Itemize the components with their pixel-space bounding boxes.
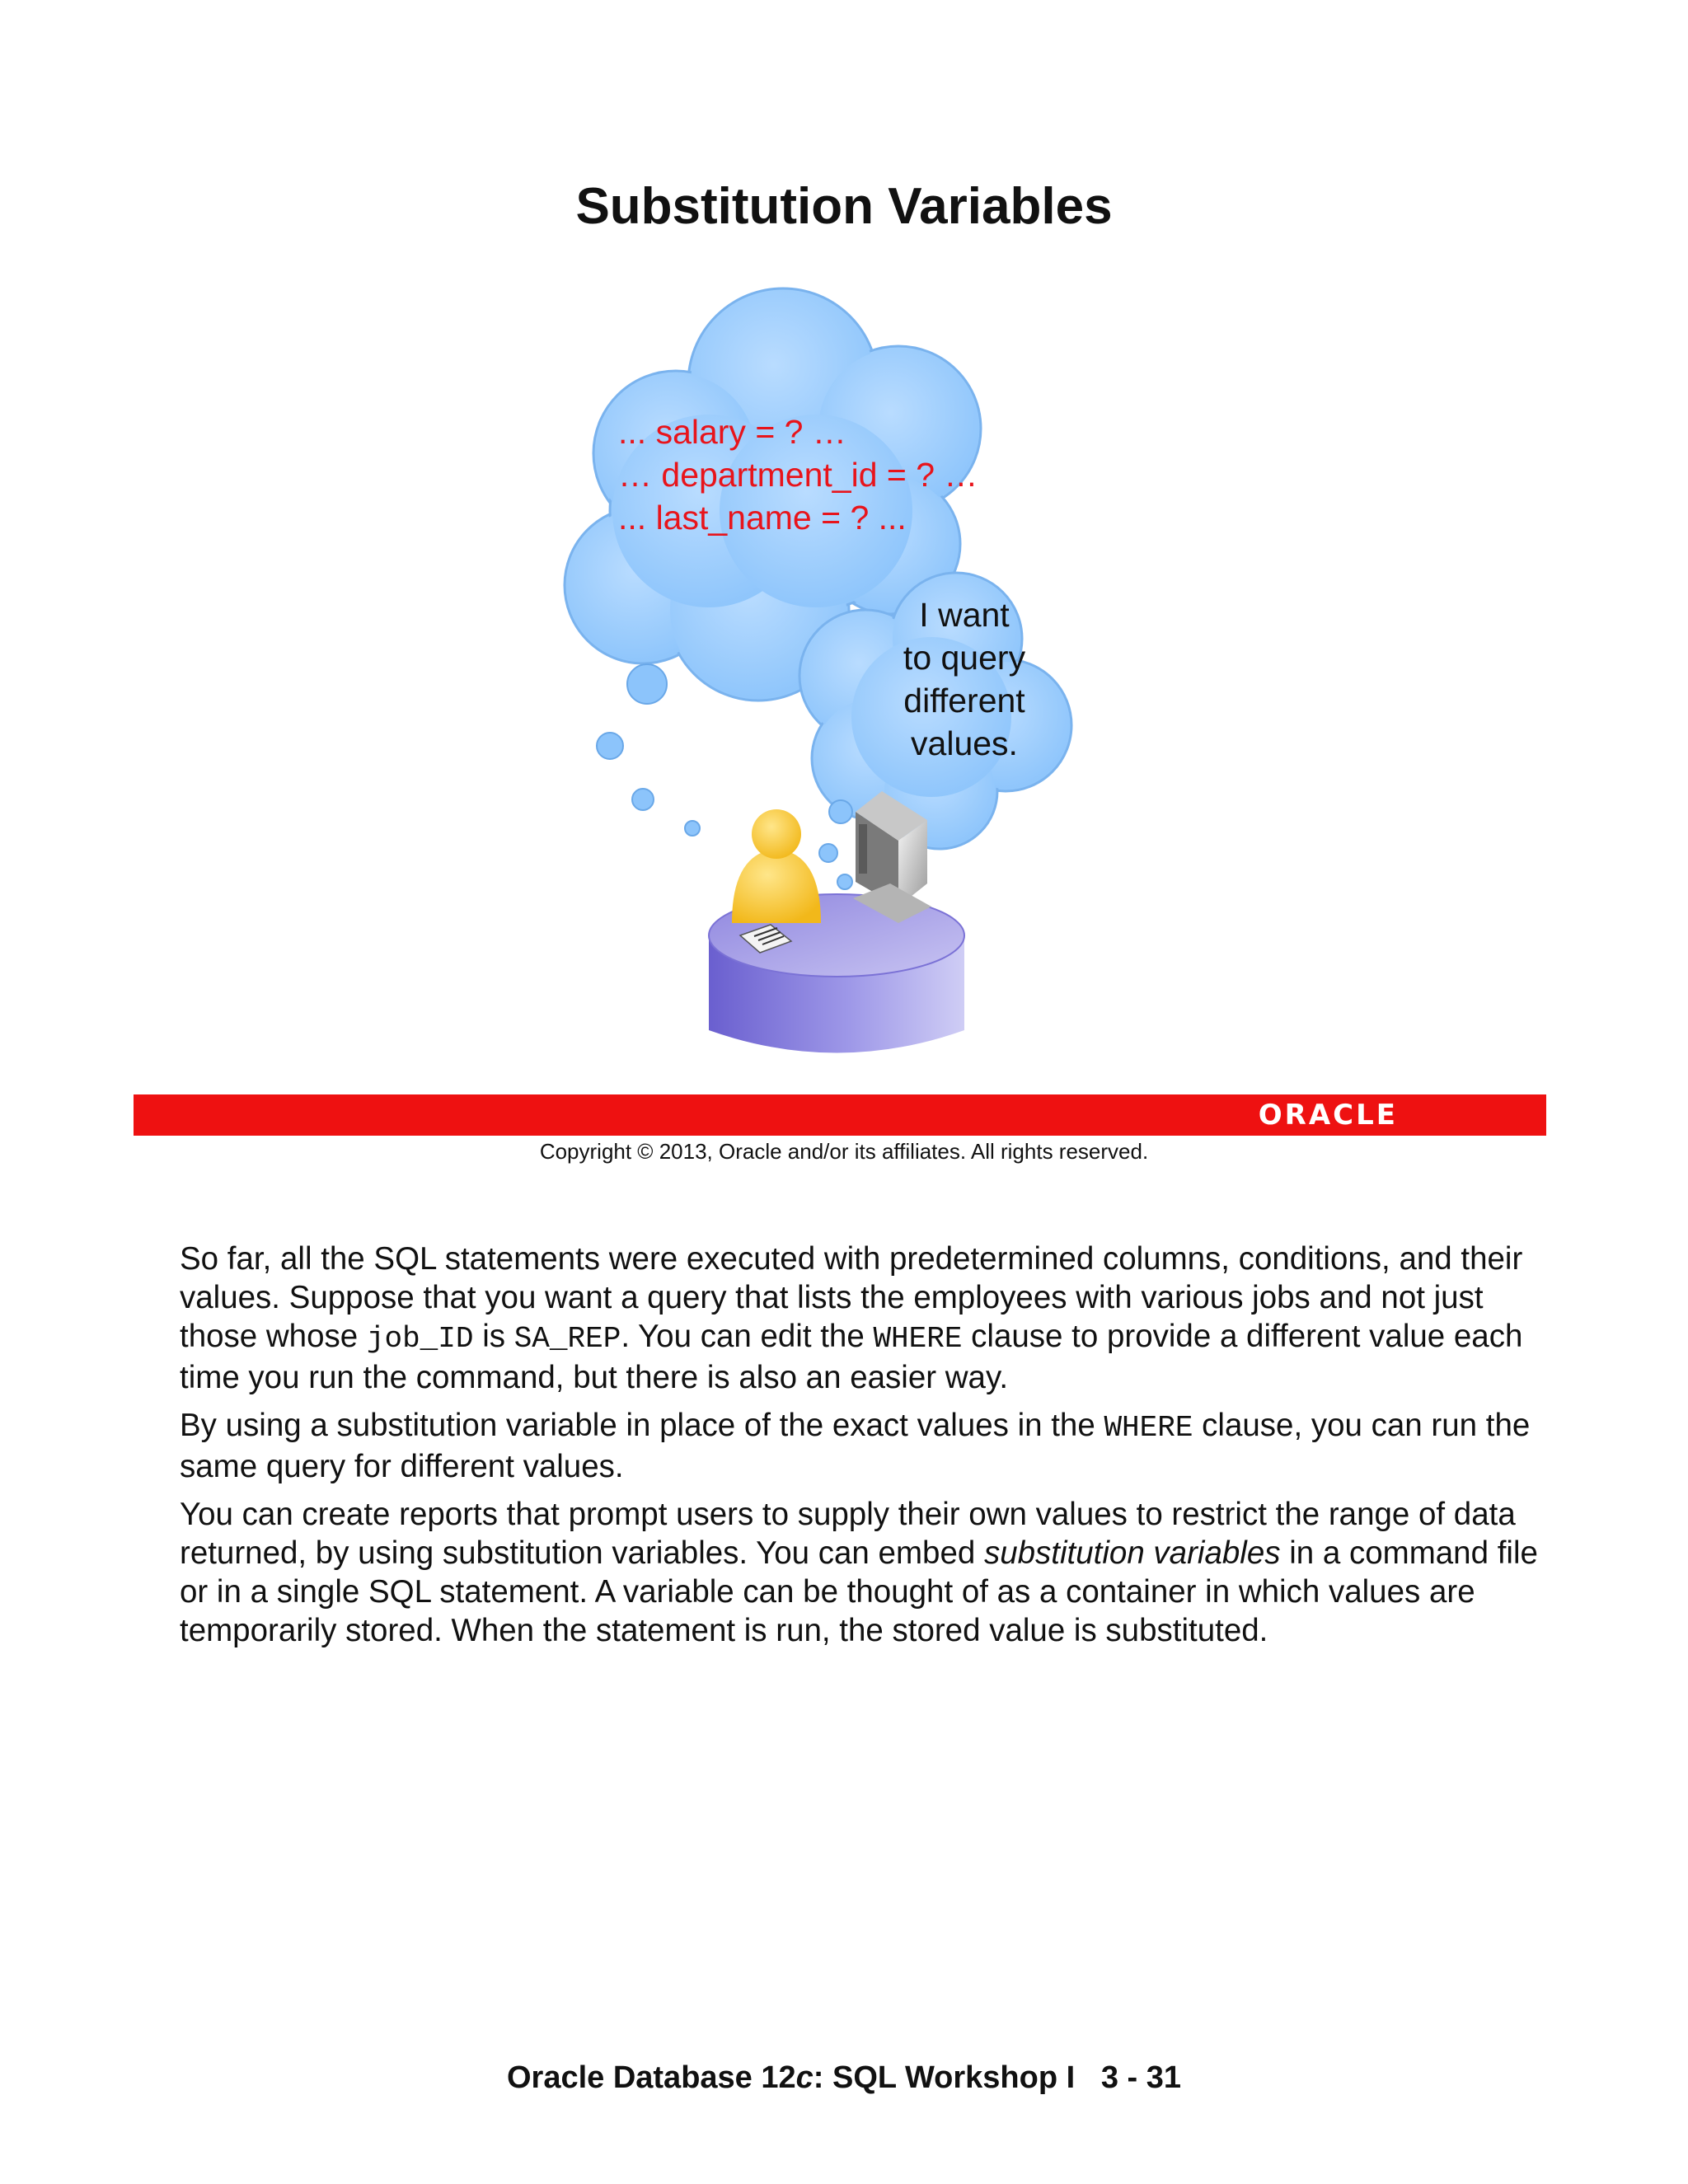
paragraph-2 [180,1406,1540,1486]
footer-italic: c [795,2060,814,2095]
code-job-id: job_ID [366,1322,474,1356]
text-run: By using a substitution variable in place of the exact values in the [180,1408,1104,1443]
footer-text: Oracle Database 12 [506,2060,796,2095]
text-run: clause, you can run the same query for different values. [180,1408,1531,1484]
text-run: in a command file or in a single SQL statement. A variable can be thought of as a container in which values are temporarily stored. When the statement is run, the stored value is substituted. [180,1535,1538,1648]
page-title: Substitution Variables [575,178,1113,235]
paragraph-1 [180,1240,1540,1397]
speech-line: values. [911,724,1018,762]
code-sa-rep: SA_REP [513,1322,621,1356]
emphasis: substitution variables [983,1535,1281,1571]
illustration [544,264,1170,1055]
text-run: . You can edit the [621,1319,874,1354]
thought-text [618,410,978,539]
text-run: You can create reports that prompt users to supply their own values to restrict the range of data returned, by using substitution variables. You can embed [180,1497,1516,1571]
speech-text [874,593,1055,765]
speech-line: to query [903,639,1026,677]
text-run: clause to provide a different value each time you run the command, but there is also an easier way. [180,1319,1523,1395]
brand-band [134,1094,1546,1136]
page-footer [0,2060,1688,2096]
oracle-logo: ORACLE [1258,1099,1398,1132]
paragraph-3 [180,1495,1540,1650]
thought-line: ... salary = ? … [618,413,846,451]
thought-line: … department_id = ? … [618,456,978,494]
thought-line: ... last_name = ? ... [618,499,907,537]
code-where: WHERE [873,1322,963,1356]
code-where: WHERE [1104,1411,1193,1445]
text-run: So far, all the SQL statements were executed with predetermined columns, conditions, and their values. Suppose that you want a query that lists the employees with various jobs and not just those whose [180,1241,1523,1354]
speech-line: I want [919,596,1010,634]
speech-line: different [903,682,1025,719]
footer-text: : SQL Workshop I 3 - 31 [813,2060,1182,2095]
text-run: is [473,1319,514,1354]
body-text [180,1240,1540,1659]
user-icon [732,809,821,923]
copyright-notice: Copyright © 2013, Oracle and/or its affiliates. All rights reserved. [539,1139,1149,1164]
